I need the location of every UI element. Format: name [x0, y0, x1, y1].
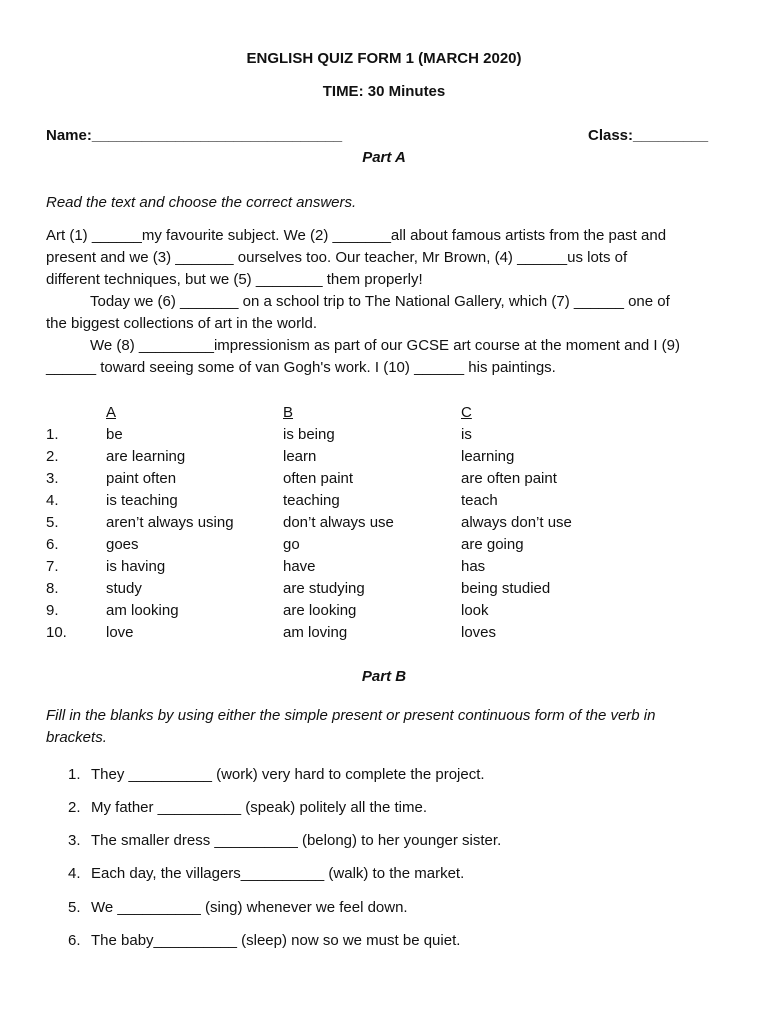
question-text: Each day, the villagers__________ (walk) to the market.: [91, 865, 465, 882]
class-label: Class:: [588, 127, 634, 144]
option-a: is having: [106, 558, 166, 575]
part-b-instruction: [46, 705, 726, 749]
option-c: are often paint: [461, 470, 557, 487]
question-number: 6.: [68, 932, 81, 949]
option-a: aren’t always using: [106, 514, 234, 531]
passage-line: the biggest collections of art in the world.: [46, 315, 317, 332]
question-item: [68, 897, 408, 919]
question-item: [68, 930, 460, 952]
question-number: 4.: [68, 865, 81, 882]
row-number: 4.: [46, 492, 59, 509]
question-text: We __________ (sing) whenever we feel down.: [91, 899, 408, 916]
option-c: look: [461, 602, 489, 619]
passage-line: Art (1) ______my favourite subject. We (2) _______all about famous artists from the past and: [46, 227, 667, 244]
option-a: love: [106, 624, 134, 641]
option-c: are going: [461, 536, 524, 553]
class-blank: _________: [633, 127, 709, 144]
question-number: 1.: [68, 766, 81, 783]
column-header-b: B: [283, 404, 294, 421]
option-b: have: [283, 558, 316, 575]
option-b: are studying: [283, 580, 365, 597]
option-c: learning: [461, 448, 515, 465]
question-number: 3.: [68, 832, 81, 849]
row-number: 7.: [46, 558, 59, 575]
option-c: always don’t use: [461, 514, 572, 531]
name-blank: ______________________________: [91, 127, 343, 144]
passage-line: We (8) _________impressionism as part of our GCSE art course at the moment and I (9): [90, 337, 680, 354]
row-number: 9.: [46, 602, 59, 619]
row-number: 3.: [46, 470, 59, 487]
question-number: 5.: [68, 899, 81, 916]
option-b: are looking: [283, 602, 357, 619]
instruction-line: brackets.: [46, 729, 107, 746]
question-item: [68, 830, 501, 852]
passage-line: Today we (6) _______ on a school trip to The National Gallery, which (7) ______ one of: [90, 293, 670, 310]
column-header-a: A: [106, 404, 117, 421]
row-number: 6.: [46, 536, 59, 553]
option-a: be: [106, 426, 123, 443]
question-text: The baby__________ (sleep) now so we must be quiet.: [91, 932, 461, 949]
passage-line: ______ toward seeing some of van Gogh's work. I (10) ______ his paintings.: [46, 359, 556, 376]
option-a: am looking: [106, 602, 179, 619]
passage-line: different techniques, but we (5) ________ them properly!: [46, 271, 423, 288]
option-c: teach: [461, 492, 498, 509]
option-b: learn: [283, 448, 317, 465]
column-header-c: C: [461, 404, 472, 421]
question-item: [68, 764, 485, 786]
option-b: teaching: [283, 492, 340, 509]
class-field: [588, 127, 708, 144]
option-c: being studied: [461, 580, 551, 597]
part-a-instruction: Read the text and choose the correct answers.: [46, 194, 357, 211]
option-b: go: [283, 536, 300, 553]
question-text: They __________ (work) very hard to complete the project.: [91, 766, 485, 783]
option-b: is being: [283, 426, 335, 443]
option-c: is: [461, 426, 472, 443]
row-number: 8.: [46, 580, 59, 597]
question-item: [68, 863, 464, 885]
question-text: My father __________ (speak) politely all the time.: [91, 799, 428, 816]
row-number: 5.: [46, 514, 59, 531]
question-number: 2.: [68, 799, 81, 816]
part-b-heading: Part B: [361, 668, 407, 685]
passage: [46, 225, 726, 379]
option-a: are learning: [106, 448, 186, 465]
option-a: paint often: [106, 470, 177, 487]
option-a: is teaching: [106, 492, 178, 509]
option-c: loves: [461, 624, 497, 641]
row-number: 10.: [46, 624, 67, 641]
quiz-title: ENGLISH QUIZ FORM 1 (MARCH 2020): [246, 50, 522, 67]
row-number: 2.: [46, 448, 59, 465]
option-c: has: [461, 558, 486, 575]
question-text: The smaller dress __________ (belong) to her younger sister.: [91, 832, 502, 849]
option-b: often paint: [283, 470, 354, 487]
name-label: Name:: [46, 127, 92, 144]
option-a: goes: [106, 536, 139, 553]
instruction-line: Fill in the blanks by using either the simple present or present continuous form of the verb in: [46, 707, 656, 724]
row-number: 1.: [46, 426, 59, 443]
option-b: am loving: [283, 624, 348, 641]
time-label: TIME: 30 Minutes: [322, 83, 446, 100]
question-item: [68, 797, 427, 819]
part-a-heading: Part A: [362, 149, 406, 166]
passage-line: present and we (3) _______ ourselves too. Our teacher, Mr Brown, (4) ______us lots of: [46, 249, 628, 266]
name-field: [46, 127, 342, 144]
option-b: don’t always use: [283, 514, 394, 531]
option-a: study: [106, 580, 142, 597]
